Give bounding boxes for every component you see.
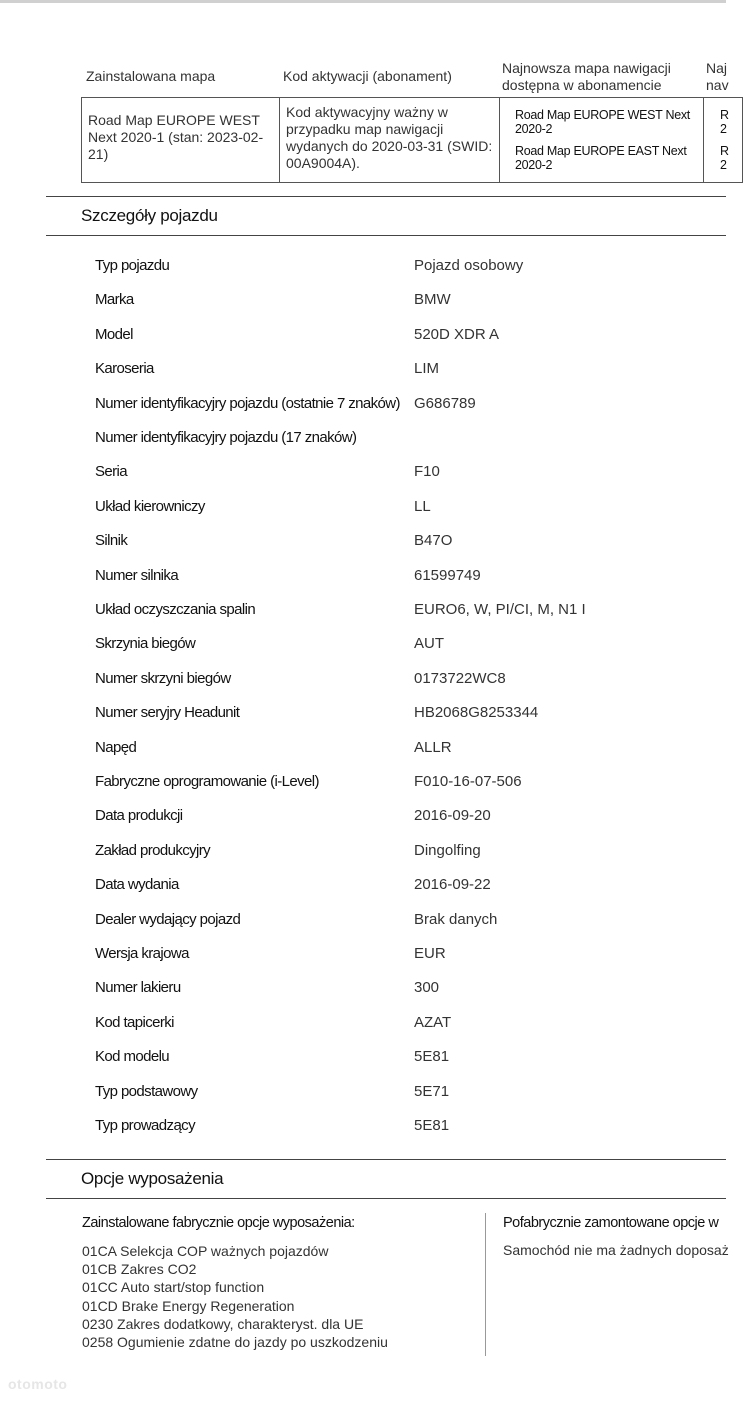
- vehicle-row: [0, 807, 726, 837]
- vehicle-row-value: LL: [414, 497, 431, 515]
- map-header-activation: Kod aktywacji (abonament): [283, 68, 452, 84]
- vehicle-row-label: Typ podstawowy: [95, 1082, 198, 1100]
- vehicle-row-label: Układ oczyszczania spalin: [95, 601, 256, 618]
- vehicle-row-label: Data produkcji: [95, 807, 183, 825]
- vehicle-section-title: Szczegóły pojazdu: [81, 206, 218, 225]
- aftermarket-options-text: Samochód nie ma żadnych doposaż: [503, 1242, 729, 1258]
- latest-map-west: Road Map EUROPE WEST Next 2020-2: [515, 108, 690, 136]
- fourth-map-item-2: R 2: [720, 144, 729, 172]
- vehicle-row-label: Marka: [95, 291, 134, 309]
- vehicle-row-value: 2016-09-22: [414, 876, 491, 894]
- factory-option-item: 0258 Ogumienie zdatne do jazdy po uszkodzeniu: [82, 1334, 388, 1351]
- vehicle-row-label: Numer seryjry Headunit: [95, 704, 240, 722]
- vehicle-row: [0, 1117, 726, 1147]
- vehicle-row-value: BMW: [414, 291, 451, 309]
- vehicle-row-value: 5E81: [414, 1117, 450, 1134]
- vehicle-row-label: Dealer wydający pojazd: [95, 910, 241, 928]
- vehicle-row-label: Wersja krajowa: [95, 945, 189, 962]
- vehicle-row-value: AZAT: [414, 1013, 452, 1031]
- vehicle-row-label: Numer identyfikacyjry pojazdu (ostatnie 7 znaków): [95, 394, 400, 412]
- vehicle-row: [0, 876, 726, 906]
- vehicle-row-label: Numer lakieru: [95, 979, 181, 997]
- map-table-body: [81, 97, 743, 183]
- vehicle-row: [0, 498, 726, 528]
- map-header-latest: Najnowsza mapa nawigacji dostępna w abonamencie: [502, 60, 671, 93]
- vehicle-row-value: 2016-09-20: [414, 807, 491, 825]
- vehicle-row: [0, 911, 726, 941]
- latest-map-east: Road Map EUROPE EAST Next 2020-2: [515, 144, 687, 172]
- vehicle-row-label: Numer identyfikacyjry pojazdu (17 znaków): [95, 429, 357, 446]
- aftermarket-options-header: Pofabrycznie zamontowane opcje w: [503, 1215, 719, 1231]
- vehicle-row-value: 61599749: [414, 566, 481, 584]
- vehicle-row-label: Numer silnika: [95, 566, 179, 584]
- vehicle-row-value: AUT: [414, 635, 444, 653]
- fourth-map-cell: [703, 98, 742, 182]
- vehicle-row-value: Brak danych: [414, 910, 498, 928]
- options-divider-top: [46, 1159, 726, 1160]
- vehicle-row-label: Typ prowadzący: [95, 1117, 195, 1134]
- vehicle-row-label: Kod tapicerki: [95, 1013, 174, 1031]
- top-border: [0, 0, 726, 3]
- options-section-title: Opcje wyposażenia: [81, 1169, 224, 1188]
- vehicle-row-label: Zakład produkcyjry: [95, 841, 211, 859]
- vehicle-row-label: Model: [95, 325, 133, 343]
- vehicle-row-label: Kod modelu: [95, 1048, 170, 1066]
- vehicle-row-label: Karoseria: [95, 360, 154, 378]
- vehicle-row: [0, 945, 726, 975]
- vehicle-row: [0, 1048, 726, 1078]
- vehicle-row-label: Typ pojazdu: [95, 257, 170, 274]
- vehicle-row: [0, 395, 726, 425]
- vehicle-row: [0, 773, 726, 803]
- vehicle-row-label: Skrzynia biegów: [95, 635, 196, 653]
- vehicle-row-value: 300: [414, 979, 440, 997]
- vehicle-row-value: G686789: [414, 394, 476, 412]
- vehicle-row: [0, 360, 726, 390]
- vehicle-row: [0, 739, 726, 769]
- vehicle-row-value: ALLR: [414, 738, 452, 756]
- factory-option-item: 01CA Selekcja COP ważnych pojazdów: [82, 1243, 329, 1259]
- vehicle-row-value: F10: [414, 463, 440, 481]
- vehicle-row: [0, 463, 726, 493]
- vehicle-row: [0, 291, 726, 321]
- factory-option-item: 01CD Brake Energy Regeneration: [82, 1297, 295, 1314]
- vehicle-row: [0, 1083, 726, 1113]
- vehicle-row-label: Numer skrzyni biegów: [95, 669, 231, 687]
- fourth-map-item-1: R 2: [720, 108, 729, 136]
- vehicle-row-label: Silnik: [95, 532, 128, 550]
- vehicle-row: [0, 532, 726, 562]
- vehicle-row: [0, 670, 726, 700]
- activation-code-cell: Kod aktywacyjny ważny w przypadku map nawigacji wydanych do 2020-03-31 (SWID: 00A9004A).: [279, 98, 499, 182]
- vehicle-row-value: 5E81: [414, 1048, 450, 1066]
- vehicle-row-value: F010-16-07-506: [414, 773, 522, 790]
- vehicle-row: [0, 257, 726, 287]
- factory-option-item: 01CB Zakres CO2: [82, 1261, 197, 1278]
- vehicle-row-value: EUR: [414, 945, 446, 962]
- vehicle-row: [0, 1014, 726, 1044]
- map-header-installed: Zainstalowana mapa: [86, 68, 216, 84]
- options-column-divider: [485, 1213, 486, 1356]
- vehicle-row: [0, 601, 726, 631]
- vehicle-row-value: 0173722WC8: [414, 669, 506, 687]
- vehicle-row-value: B47O: [414, 532, 453, 550]
- vehicle-row-value: LIM: [414, 360, 440, 378]
- vehicle-row-label: Seria: [95, 463, 128, 481]
- factory-options-header: Zainstalowane fabrycznie opcje wyposażenia:: [82, 1215, 355, 1231]
- vehicle-row-value: 520D XDR A: [414, 325, 500, 343]
- section-divider-bottom: [46, 235, 726, 236]
- map-header-fourth: Naj nav: [706, 60, 729, 93]
- vehicle-row: [0, 326, 726, 356]
- vehicle-row: [0, 979, 726, 1009]
- vehicle-row-label: Napęd: [95, 738, 137, 756]
- vehicle-row-value: Pojazd osobowy: [414, 257, 524, 274]
- factory-options-list: [82, 1242, 388, 1351]
- options-divider-bottom: [46, 1198, 726, 1199]
- vehicle-row-value: Dingolfing: [414, 841, 481, 859]
- watermark-logo: otomoto: [8, 1376, 68, 1392]
- section-divider-top: [46, 196, 726, 197]
- vehicle-row: [0, 567, 726, 597]
- factory-option-item: 01CC Auto start/stop function: [82, 1279, 265, 1296]
- factory-option-item: 0230 Zakres dodatkowy, charakteryst. dla UE: [82, 1315, 364, 1332]
- vehicle-row: [0, 429, 726, 459]
- vehicle-row-value: 5E71: [414, 1082, 450, 1100]
- vehicle-row-label: Układ kierowniczy: [95, 497, 205, 515]
- installed-map-cell: Road Map EUROPE WEST Next 2020-1 (stan: 2023-02-21): [88, 112, 264, 162]
- vehicle-row: [0, 704, 726, 734]
- latest-map-cell: [499, 98, 703, 182]
- vehicle-row-value: HB2068G8253344: [414, 704, 539, 722]
- vehicle-row: [0, 842, 726, 872]
- vehicle-row-label: Fabryczne oprogramowanie (i-Level): [95, 773, 319, 790]
- vehicle-row-label: Data wydania: [95, 876, 179, 894]
- vehicle-row: [0, 635, 726, 665]
- vehicle-row-value: EURO6, W, PI/CI, M, N1 I: [414, 601, 586, 618]
